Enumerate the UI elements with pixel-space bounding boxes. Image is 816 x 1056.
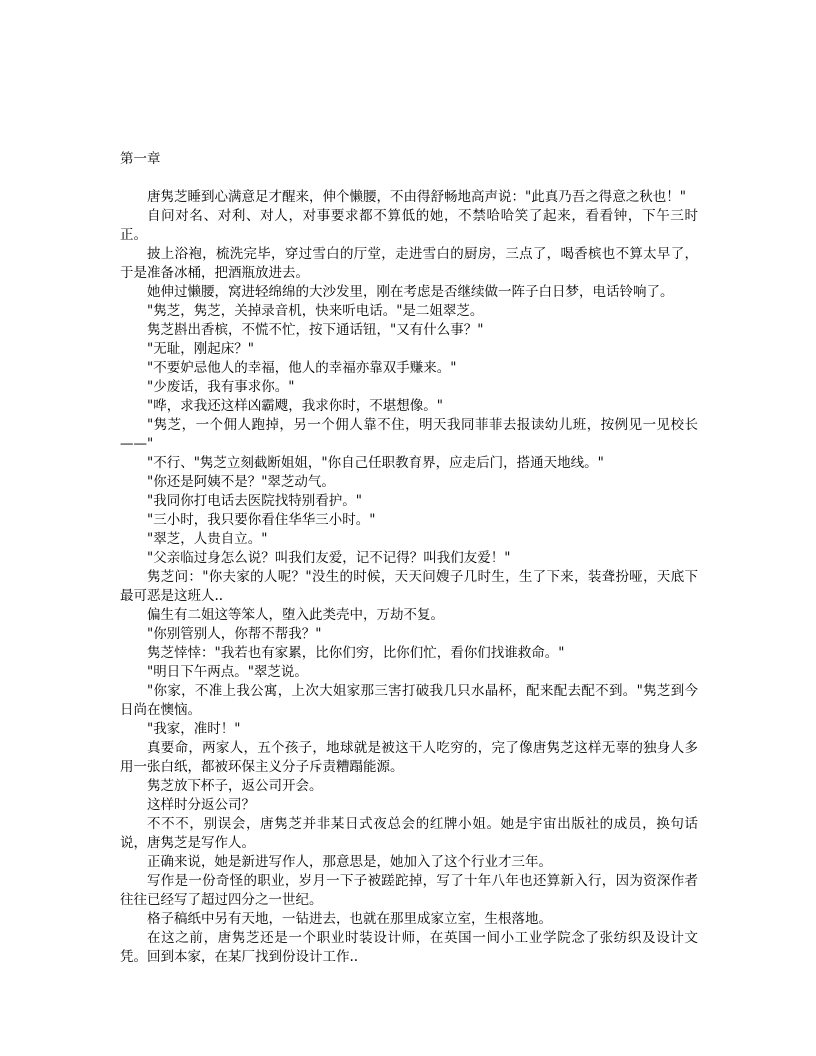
paragraph: "你还是阿姨不是？"翠芝动气。 <box>147 474 335 490</box>
paragraph: "父亲临过身怎么说？叫我们友爱，记不记得？叫我们友爱！" <box>147 550 511 566</box>
paragraph: "你家，不准上我公寓，上次大姐家那三害打破我几只水晶杯，配来配去配不到。"隽芝到今日尚在懊恼。 <box>120 683 698 718</box>
paragraph: 隽芝悻悻："我若也有家累，比你们穷，比你们忙，看你们找谁救命。" <box>147 645 565 661</box>
paragraph: 隽芝放下杯子，返公司开会。 <box>147 778 323 794</box>
paragraph: "明日下午两点。"翠芝说。 <box>147 664 308 680</box>
paragraph: 偏生有二姐这等笨人，堕入此类壳中，万劫不复。 <box>147 607 444 623</box>
chapter-title: 第一章 <box>120 151 161 167</box>
paragraph: "翠芝，人贵自立。" <box>147 531 268 547</box>
paragraph: 自问对名、对利、对人，对事要求都不算低的她，不禁哈哈笑了起来，看看钟，下午三时正。 <box>120 208 698 243</box>
paragraph: 格子稿纸中另有天地，一钻进去，也就在那里成家立室，生根落地。 <box>147 911 552 927</box>
paragraph: 写作是一份奇怪的职业，岁月一下子被蹉跎掉，写了十年八年也还算新入行，因为资深作者往往已经写了超过四分之一世纪。 <box>120 873 698 908</box>
paragraph: 不不不，别误会，唐隽芝并非某日式夜总会的红牌小姐。她是宇宙出版社的成员，换句话说，唐隽芝是写作人。 <box>120 816 698 851</box>
paragraph: "我同你打电话去医院找特别看护。" <box>147 493 362 509</box>
paragraph: 在这之前，唐隽芝还是一个职业时装设计师，在英国一间小工业学院念了张纺织及设计文凭。回到本家，在某厂找到份设计工作.. <box>120 930 698 965</box>
paragraph: "不行、"隽芝立刻截断姐姐，"你自己任职教育界，应走后门，搭通天地线。" <box>147 455 604 471</box>
paragraph: "你别管别人，你帮不帮我？" <box>147 626 322 642</box>
paragraph: "少废话，我有事求你。" <box>147 379 295 395</box>
chapter-body <box>120 188 698 967</box>
paragraph: 隽芝斟出香槟，不慌不忙，按下通话钮，"又有什么事？" <box>147 322 484 338</box>
paragraph: "哗，求我还这样凶霸飕，我求你时，不堪想像。" <box>147 398 443 414</box>
paragraph: "我家，准时！" <box>147 721 241 737</box>
paragraph: "不要妒忌他人的幸福，他人的幸福亦靠双手赚来。" <box>147 360 457 376</box>
paragraph: 披上浴袍，梳洗完毕，穿过雪白的厅堂，走进雪白的厨房，三点了，喝香槟也不算太早了，于是准备冰桶，把酒瓶放进去。 <box>120 246 698 281</box>
paragraph: 隽芝问："你夫家的人呢？"没生的时候，天天问嫂子几时生，生了下来，装聋扮哑，天底下最可恶是这班人.. <box>120 569 698 604</box>
paragraph: 她伸过懒腰，窝进轻绵绵的大沙发里，刚在考虑是否继续做一阵子白日梦，电话铃响了。 <box>147 284 674 300</box>
paragraph: "三小时，我只要你看住华华三小时。" <box>147 512 376 528</box>
paragraph: 唐隽芝睡到心满意足才醒来，伸个懒腰，不由得舒畅地高声说："此真乃吾之得意之秋也！" <box>147 189 686 205</box>
document-page <box>120 150 698 967</box>
paragraph: "隽芝，隽芝，关掉录音机，快来听电话。"是二姐翠芝。 <box>147 303 484 319</box>
paragraph: 正确来说，她是新进写作人，那意思是，她加入了这个行业才三年。 <box>147 854 552 870</box>
paragraph: 真要命，两家人，五个孩子，地球就是被这干人吃穷的，完了像唐隽芝这样无辜的独身人多用一张白纸，都被环保主义分子斥责糟蹋能源。 <box>120 740 698 775</box>
paragraph: "隽芝，一个佣人跑掉，另一个佣人靠不住，明天我同菲菲去报读幼儿班，按例见一见校长——" <box>120 417 698 452</box>
paragraph: 这样时分返公司？ <box>147 797 255 813</box>
paragraph: "无耻，刚起床？" <box>147 341 254 357</box>
